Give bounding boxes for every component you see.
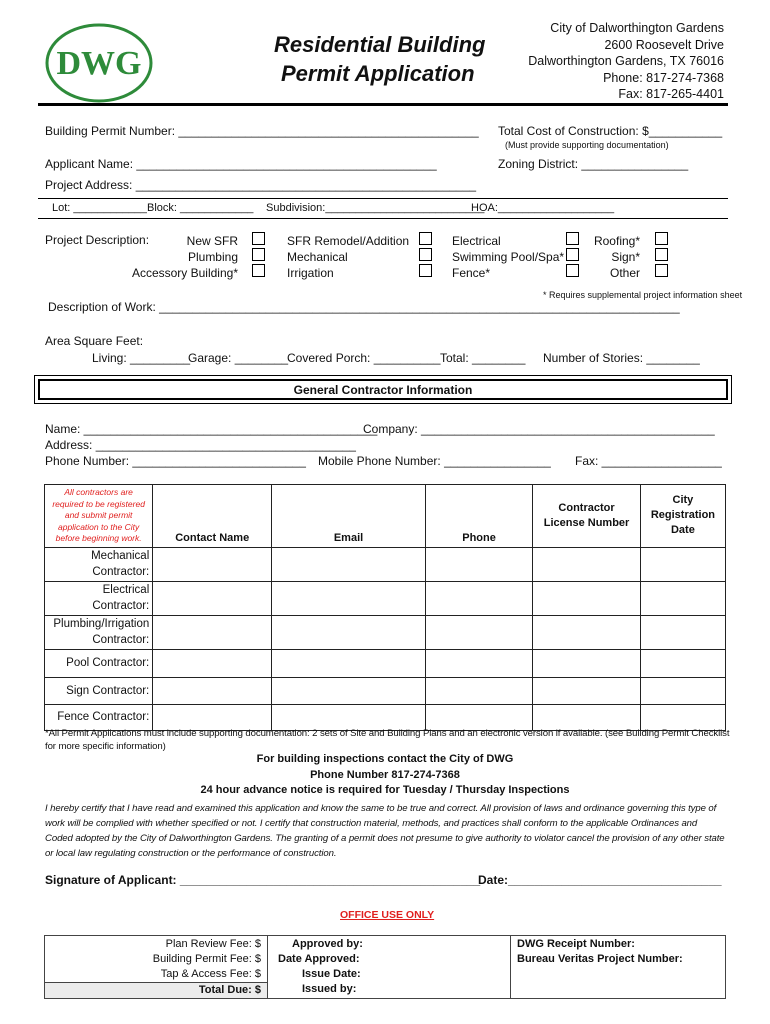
inspections-notice: 24 hour advance notice is required for Tuesday / Thursday Inspections [200,784,570,796]
plumbing-email-cell[interactable] [272,615,426,649]
mechanical-license-cell[interactable] [533,547,641,581]
row-electrical-label: Electrical Contractor: [45,581,153,615]
checkbox-irrigation[interactable] [419,264,432,277]
table-row [45,649,726,677]
approved-by[interactable]: Approved by: [292,938,363,950]
city-name: City of Dalworthington Gardens [550,21,724,35]
general-contractor-heading-box [34,375,732,404]
checkbox-accessory-building[interactable] [252,264,265,277]
pool-date-cell[interactable] [640,649,725,677]
checkbox-sfr-remodel[interactable] [419,232,432,245]
total-cost-note: (Must provide supporting documentation) [505,140,669,150]
col-phone: Phone [425,485,532,548]
pool-email-cell[interactable] [272,649,426,677]
mechanical-date-cell[interactable] [640,547,725,581]
project-type-sfr-remodel: SFR Remodel/Addition [287,234,410,248]
applicant-name-field[interactable]: Applicant Name: _____________________________________________ [45,157,437,171]
checkbox-plumbing[interactable] [252,248,265,261]
electrical-contact-cell[interactable] [153,581,272,615]
gc-phone-field[interactable]: Phone Number: __________________________ [45,454,306,468]
total-due[interactable]: Total Due: $ [45,982,267,998]
inspections-contact: For building inspections contact the City of DWG [256,753,514,765]
table-row [45,677,726,704]
tap-access-fee[interactable]: Tap & Access Fee: $ [160,968,261,980]
row-mechanical-label: Mechanical Contractor: [45,547,153,581]
office-fees-cell [45,936,268,999]
issue-date[interactable]: Issue Date: [302,968,361,980]
electrical-license-cell[interactable] [533,581,641,615]
supplemental-note: * Requires supplemental project information sheet [543,290,743,300]
total-cost-field[interactable]: Total Cost of Construction: $___________ [498,124,723,138]
covered-porch-field[interactable]: Covered Porch: __________ [287,351,441,365]
subdivision-field[interactable]: Subdivision:__________________________ [266,202,485,214]
checkbox-electrical[interactable] [566,232,579,245]
hoa-field[interactable]: HOA:___________________ [471,202,615,214]
table-row [45,547,726,581]
office-use-only-heading: OFFICE USE ONLY [340,909,435,921]
lot-field[interactable]: Lot: ____________ [52,202,147,214]
number-of-stories-field[interactable]: Number of Stories: ________ [543,351,700,365]
checkbox-mechanical[interactable] [419,248,432,261]
project-type-new-sfr: New SFR [186,234,238,248]
project-type-other: Other [609,266,640,280]
plumbing-license-cell[interactable] [533,615,641,649]
project-type-col2 [287,233,409,281]
col-license-number: Contractor License Number [533,485,641,548]
general-contractor-heading: General Contractor Information [38,379,728,400]
header-divider [38,103,728,106]
date-field[interactable]: Date:________________________________ [478,873,722,887]
row-sign-label: Sign Contractor: [45,677,153,704]
checkbox-other[interactable] [655,264,668,277]
office-receipt-cell [511,936,726,999]
mechanical-phone-cell[interactable] [425,547,532,581]
gc-fax-field[interactable]: Fax: __________________ [575,454,722,468]
form-title-line2: Permit Application [281,61,475,86]
pool-contact-cell[interactable] [153,649,272,677]
electrical-date-cell[interactable] [640,581,725,615]
city-fax: Fax: 817-265-4401 [618,87,724,101]
contractor-registration-note: All contractors are required to be registered and submit permit application to the City before beginning work. [45,485,153,548]
dwg-receipt-number[interactable]: DWG Receipt Number: [517,938,635,950]
mechanical-contact-cell[interactable] [153,547,272,581]
total-area-field[interactable]: Total: ________ [440,351,526,365]
col-registration-date: City Registration Date [640,485,725,548]
inspections-block [0,752,770,799]
col-email: Email [272,485,426,548]
contractor-table-header-row [45,485,726,548]
city-address2: Dalworthington Gardens, TX 76016 [528,54,724,68]
city-phone: Phone: 817-274-7368 [603,70,724,85]
project-type-plumbing: Plumbing [187,250,238,264]
issued-by[interactable]: Issued by: [302,983,357,995]
project-type-sign: Sign* [611,250,640,264]
electrical-phone-cell[interactable] [425,581,532,615]
form-title-line1: Residential Building [274,32,486,57]
certification-statement: I hereby certify that I have read and examined this application and know the same to be true and correct. All provision of laws and ordinance governing this type of work will be complied with whether specified or not. I certify that construction material, methods, and practices shall conform to the applicable Ordinances and Coded adopted by the City of Dalworthington Gardens. The granting of a permit does not presume to give authority to violator cancel the provision of any other state or local law regulating construction or the performance of construction. [45,803,725,859]
contractor-table [44,484,726,731]
living-area-field[interactable]: Living: _________ [92,351,191,365]
permit-documentation-note: *All Permit Applications must include supporting documentation: 2 sets of Site and Building Plans and an electronic version if available. (see Building Permit Checklist for more specific information) [45,728,730,752]
project-type-swimming-pool: Swimming Pool/Spa* [452,250,565,264]
sign-contact-cell[interactable] [153,677,272,704]
project-type-mechanical: Mechanical [287,250,348,264]
checkbox-fence[interactable] [566,264,579,277]
project-type-accessory: Accessory Building* [131,266,238,280]
sign-date-cell[interactable] [640,677,725,704]
plumbing-contact-cell[interactable] [153,615,272,649]
block-field[interactable]: Block: ____________ [147,202,254,214]
bureau-veritas-project-number[interactable]: Bureau Veritas Project Number: [517,953,683,965]
plan-review-fee[interactable]: Plan Review Fee: $ [165,938,261,950]
project-type-irrigation: Irrigation [287,266,334,280]
city-address-block [528,20,724,103]
mechanical-email-cell[interactable] [272,547,426,581]
description-of-work-field[interactable]: Description of Work: ______________________________________________________________________________ [48,300,680,314]
project-type-roofing: Roofing* [593,234,640,248]
gc-address-field[interactable]: Address: _______________________________________ [45,438,356,452]
office-use-table [44,935,726,999]
plumbing-date-cell[interactable] [640,615,725,649]
project-type-fence: Fence* [452,266,491,280]
lot-row-divider [38,198,728,199]
project-type-col4 [580,233,640,281]
building-permit-fee[interactable]: Building Permit Fee: $ [152,953,261,965]
gc-name-field[interactable]: Name: ____________________________________________ [45,422,378,436]
office-approval-cell [268,936,511,999]
electrical-email-cell[interactable] [272,581,426,615]
checkbox-swimming-pool[interactable] [566,248,579,261]
date-approved[interactable]: Date Approved: [278,953,360,965]
project-description-label: Project Description: [45,233,150,247]
sign-license-cell[interactable] [533,677,641,704]
garage-area-field[interactable]: Garage: ________ [188,351,289,365]
city-address1: 2600 Roosevelt Drive [604,37,724,52]
inspections-phone: Phone Number 817-274-7368 [310,768,460,781]
project-type-col1 [120,233,238,281]
row-pool-label: Pool Contractor: [45,649,153,677]
checkbox-roofing[interactable] [655,232,668,245]
row-plumbing-label: Plumbing/Irrigation Contractor: [45,615,153,649]
building-permit-number-field[interactable]: Building Permit Number: _____________________________________________ [45,124,479,138]
lot-row-divider-bottom [38,218,728,219]
checkbox-sign[interactable] [655,248,668,261]
area-square-feet-label: Area Square Feet: [45,334,144,348]
sign-phone-cell[interactable] [425,677,532,704]
logo-text: DWG [56,45,142,82]
checkbox-new-sfr[interactable] [252,232,265,245]
gc-company-field[interactable]: Company: ____________________________________________ [363,422,715,436]
gc-mobile-field[interactable]: Mobile Phone Number: ________________ [318,454,551,468]
project-type-col3 [452,233,564,281]
zoning-district-field[interactable]: Zoning District: ________________ [498,157,689,171]
table-row [45,615,726,649]
plumbing-phone-cell[interactable] [425,615,532,649]
col-contact-name: Contact Name [153,485,272,548]
project-type-electrical: Electrical [452,234,501,248]
signature-field[interactable]: Signature of Applicant: _____________________________________________ [45,873,481,887]
city-logo [44,22,154,104]
project-address-field[interactable]: Project Address: ___________________________________________________ [45,178,477,192]
sign-email-cell[interactable] [272,677,426,704]
table-row [45,581,726,615]
row-fence-label: Fence Contractor: [45,704,153,730]
pool-phone-cell[interactable] [425,649,532,677]
pool-license-cell[interactable] [533,649,641,677]
